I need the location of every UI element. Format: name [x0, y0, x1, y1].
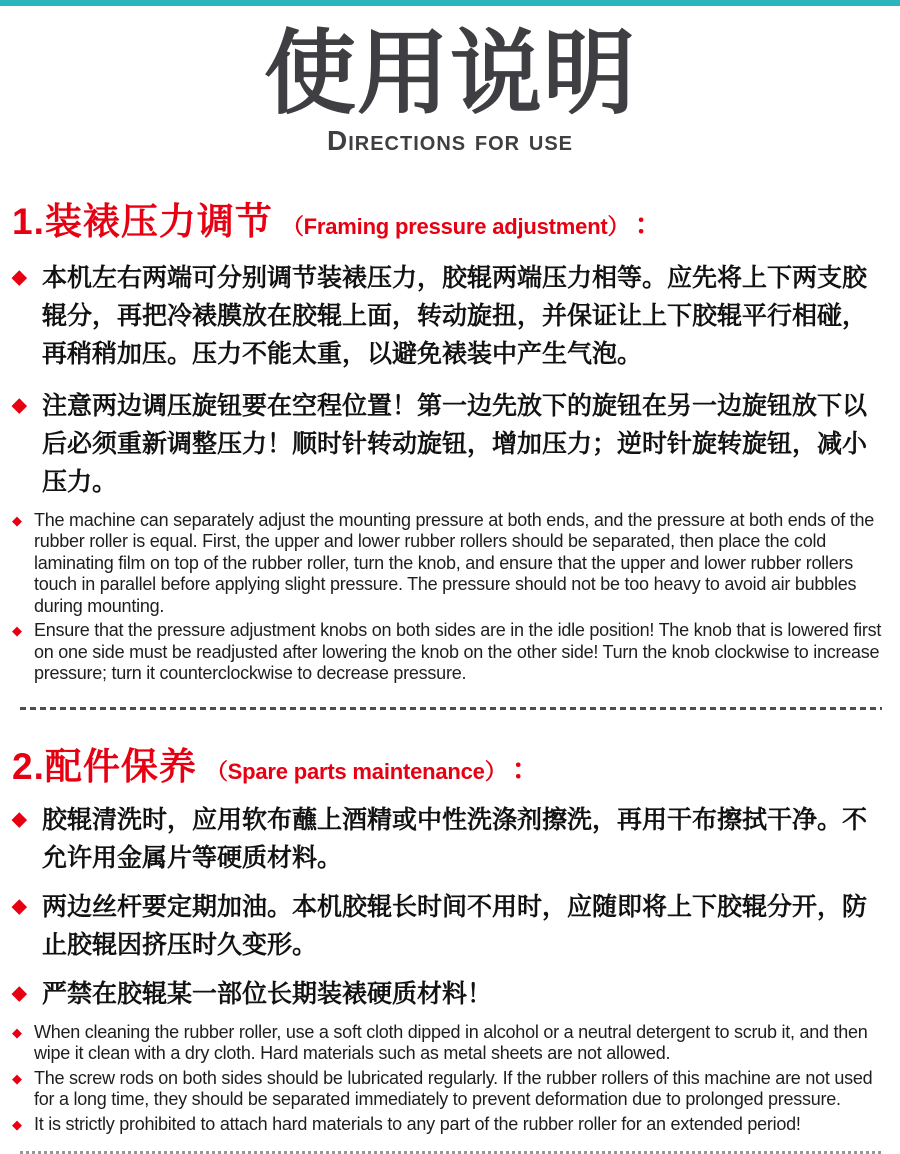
list-item	[12, 259, 890, 373]
section-2-title-zh: 2.配件保养	[12, 745, 197, 787]
instruction-text-en: The machine can separately adjust the mounting pressure at both ends, and the pressure at both ends of the rubber roller is equal. First, the upper and lower rubber rollers should be separated, then place the cold laminating film on top of the rubber roller, turn the knob, and ensure that the upper and lower rubber rollers touch in parallel before applying slight pressure. The pressure should not be too heavy to avoid air bubbles during mounting.	[34, 509, 875, 616]
list-item	[12, 1114, 890, 1136]
diamond-bullet-icon: ◆	[12, 266, 27, 288]
instruction-text-zh: 注意两边调压旋钮要在空程位置！第一边先放下的旋钮在另一边旋钮放下以后必须重新调整压力！顺时针转动旋钮，增加压力；逆时针旋转旋钮，减小压力。	[42, 391, 868, 496]
diamond-bullet-icon: ◆	[12, 1024, 22, 1040]
diamond-bullet-icon: ◆	[12, 895, 27, 917]
instruction-text-zh: 本机左右两端可分别调节装裱压力，胶辊两端压力相等。应先将上下两支胶辊分，再把冷裱膜放在胶辊上面，转动旋扭，并保证让上下胶辊平行相碰，再稍稍加压。压力不能太重，以避免裱装中产生气泡。	[42, 263, 868, 368]
diamond-bullet-icon: ◆	[12, 1116, 22, 1132]
section-1-heading	[12, 191, 890, 245]
diamond-bullet-icon: ◆	[12, 623, 22, 639]
instruction-text-en: When cleaning the rubber roller, use a soft cloth dipped in alcohol or a neutral detergent to scrub it, and then wipe it clean with a dry cloth. Hard materials such as metal sheets are not allowed.	[34, 1021, 868, 1064]
section-1-title-en: （Framing pressure adjustment）	[281, 213, 630, 239]
instruction-text-zh: 严禁在胶辊某一部位长期装裱硬质材料！	[42, 979, 493, 1008]
top-accent-bar	[0, 0, 900, 6]
page-title: 使用说明	[263, 23, 636, 125]
instruction-text-zh: 胶辊清洗时，应用软布蘸上酒精或中性洗涤剂擦洗，再用干布擦拭干净。不允许用金属片等硬质材料。	[42, 805, 868, 872]
list-item	[12, 888, 890, 964]
diamond-bullet-icon: ◆	[12, 512, 22, 528]
section-1-english-group	[12, 510, 890, 685]
section-2-heading	[12, 736, 890, 790]
diamond-bullet-icon: ◆	[12, 394, 27, 416]
list-item	[12, 801, 890, 877]
section-2-english-group	[12, 1022, 890, 1136]
section-spare-parts-maintenance	[12, 736, 890, 1136]
list-item	[12, 510, 890, 618]
list-item	[12, 975, 890, 1013]
dashed-divider	[20, 707, 882, 710]
list-item	[12, 1022, 890, 1065]
page-header	[0, 23, 900, 157]
section-2-title-en: （Spare parts maintenance）	[205, 758, 507, 784]
section-1-title-zh: 1.装裱压力调节	[12, 200, 273, 242]
section-framing-pressure	[12, 191, 890, 685]
list-item	[12, 387, 890, 501]
list-item	[12, 620, 890, 685]
instruction-text-en: It is strictly prohibited to attach hard materials to any part of the rubber roller for an extended period!	[34, 1113, 801, 1134]
instruction-text-en: The screw rods on both sides should be lubricated regularly. If the rubber rollers of this machine are not used for a long time, they should be separated immediately to prevent deformation due to prolonged pressure.	[34, 1067, 873, 1110]
page-subtitle: Directions for use	[326, 124, 573, 156]
instruction-text-en: Ensure that the pressure adjustment knobs on both sides are in the idle position! The knob that is lowered first on one side must be readjusted after lowering the knob on the other side! Turn the knob clockwise to increase pressure; turn it counterclockwise to decrease pressure.	[34, 620, 882, 684]
section-2-colon: ：	[511, 753, 541, 786]
instruction-text-zh: 两边丝杆要定期加油。本机胶辊长时间不用时，应随即将上下胶辊分开，防止胶辊因挤压时久变形。	[42, 892, 868, 959]
section-1-colon: ：	[634, 208, 664, 241]
diamond-bullet-icon: ◆	[12, 808, 27, 830]
diamond-bullet-icon: ◆	[12, 1070, 22, 1086]
list-item	[12, 1068, 890, 1111]
diamond-bullet-icon: ◆	[12, 982, 27, 1004]
instructions-content	[0, 191, 900, 1154]
